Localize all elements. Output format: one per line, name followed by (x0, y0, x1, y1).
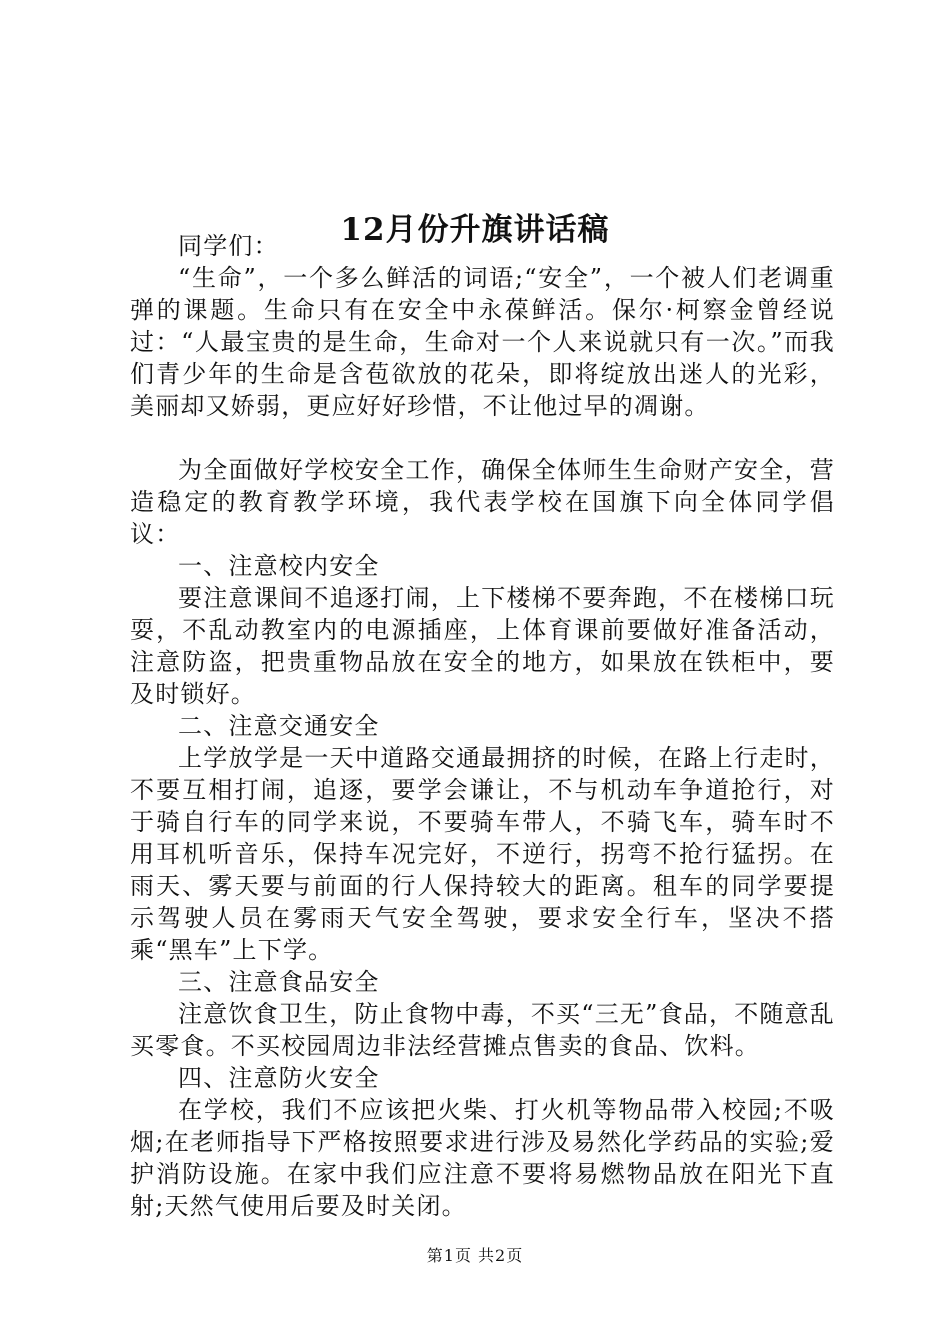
section-heading-food: 三、注意食品安全 (178, 968, 380, 996)
proposal-paragraph: 为全面做好学校安全工作，确保全体师生生命财产安全，营造稳定的教育教学环境，我代表学校在国旗下向全体同学倡议： (130, 456, 835, 548)
section-body-food: 注意饮食卫生，防止食物中毒，不买“三无”食品，不随意乱买零食。不买校园周边非法经营摊点售卖的食品、饮料。 (130, 1000, 835, 1060)
greeting: 同学们： (178, 232, 279, 260)
section-heading-campus: 一、注意校内安全 (178, 552, 380, 580)
document-body (130, 230, 835, 1222)
intro-paragraph: “生命”，一个多么鲜活的词语;“安全”，一个被人们老调重弹的课题。生命只有在安全中永葆鲜活。保尔·柯察金曾经说过：“人最宝贵的是生命，生命对一个人来说就只有一次。”而我们青少年的生命是含苞欲放的花朵，即将绽放出迷人的光彩，美丽却又娇弱，更应好好珍惜，不让他过早的凋谢。 (130, 264, 835, 420)
section-heading-fire: 四、注意防火安全 (178, 1064, 380, 1092)
section-body-fire: 在学校，我们不应该把火柴、打火机等物品带入校园;不吸烟;在老师指导下严格按照要求进行涉及易然化学药品的实验;爱护消防设施。在家中我们应注意不要将易燃物品放在阳光下直射;天然气使用后要及时关闭。 (130, 1096, 835, 1220)
section-heading-traffic: 二、注意交通安全 (178, 712, 380, 740)
section-body-campus: 要注意课间不追逐打闹，上下楼梯不要奔跑，不在楼梯口玩耍，不乱动教室内的电源插座，上体育课前要做好准备活动，注意防盗，把贵重物品放在安全的地方，如果放在铁柜中，要及时锁好。 (130, 584, 835, 708)
section-body-traffic: 上学放学是一天中道路交通最拥挤的时候，在路上行走时，不要互相打闹，追逐，要学会谦让，不与机动车争道抢行，对于骑自行车的同学来说，不要骑车带人，不骑飞车，骑车时不用耳机听音乐，保持车况完好，不逆行，拐弯不抢行猛拐。在雨天、雾天要与前面的行人保持较大的距离。租车的同学要提示驾驶人员在雾雨天气安全驾驶，要求安全行车，坚决不搭乘“黑车”上下学。 (130, 744, 835, 964)
page-title: 12月份升旗讲话稿 (340, 211, 610, 248)
page-number: 第1页 共2页 (426, 1246, 524, 1265)
